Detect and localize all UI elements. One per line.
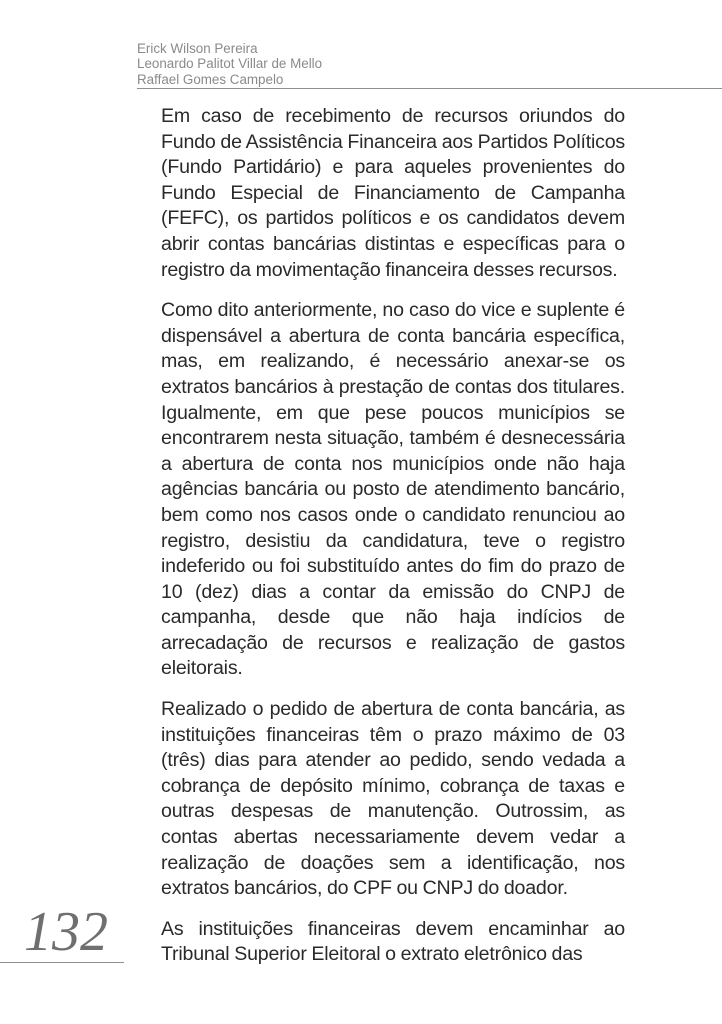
paragraph: As instituições financeiras devem encaminhar ao Tribunal Superior Eleitoral o extrato eletrônico das <box>161 917 625 966</box>
paragraph: Como dito anteriormente, no caso do vice e suplente é dispensável a abertura de conta bancária específica, mas, em realizando, é necessário anexar-se os extratos bancários à prestação de contas dos titulares. Igualmente, em que pese poucos municípios se encontrarem nesta situação, também é desnecessária a abertura de conta nos municípios onde não haja agências bancária ou posto de atendimento bancário, bem como nos casos onde o candidato renunciou ao registro, desistiu da candidatura, teve o registro indeferido ou foi substituído antes do fim do prazo de 10 (dez) dias a contar da emissão do CNPJ de campanha, desde que não haja indícios de arrecadação de recursos e realização de gastos eleitorais. <box>161 299 625 680</box>
header-divider <box>137 88 722 89</box>
paragraph: Realizado o pedido de abertura de conta bancária, as instituições financeiras têm o prazo máximo de 03 (três) dias para atender ao pedido, sendo vedada a cobrança de depósito mínimo, cobrança de taxas e outras despesas de manutenção. Outrossim, as contas abertas necessariamente devem vedar a realização de doações sem a identificação, nos extratos bancários, do CPF ou CNPJ do doador. <box>161 698 625 900</box>
running-header <box>137 41 637 87</box>
paragraph: Em caso de recebimento de recursos oriundos do Fundo de Assistência Financeira aos Partidos Políticos (Fundo Partidário) e para aqueles provenientes do Fundo Especial de Financiamento de Campanha (FEFC), os partidos políticos e os candidatos devem abrir contas bancárias distintas e específicas para o registro da movimentação financeira desses recursos. <box>161 105 625 281</box>
author-name: Leonardo Palitot Villar de Mello <box>137 56 323 72</box>
page-number: 132 <box>24 901 108 963</box>
body-text <box>161 104 625 983</box>
author-name: Erick Wilson Pereira <box>137 41 258 56</box>
page-number-divider <box>0 962 124 963</box>
author-name: Raffael Gomes Campelo <box>137 71 284 87</box>
